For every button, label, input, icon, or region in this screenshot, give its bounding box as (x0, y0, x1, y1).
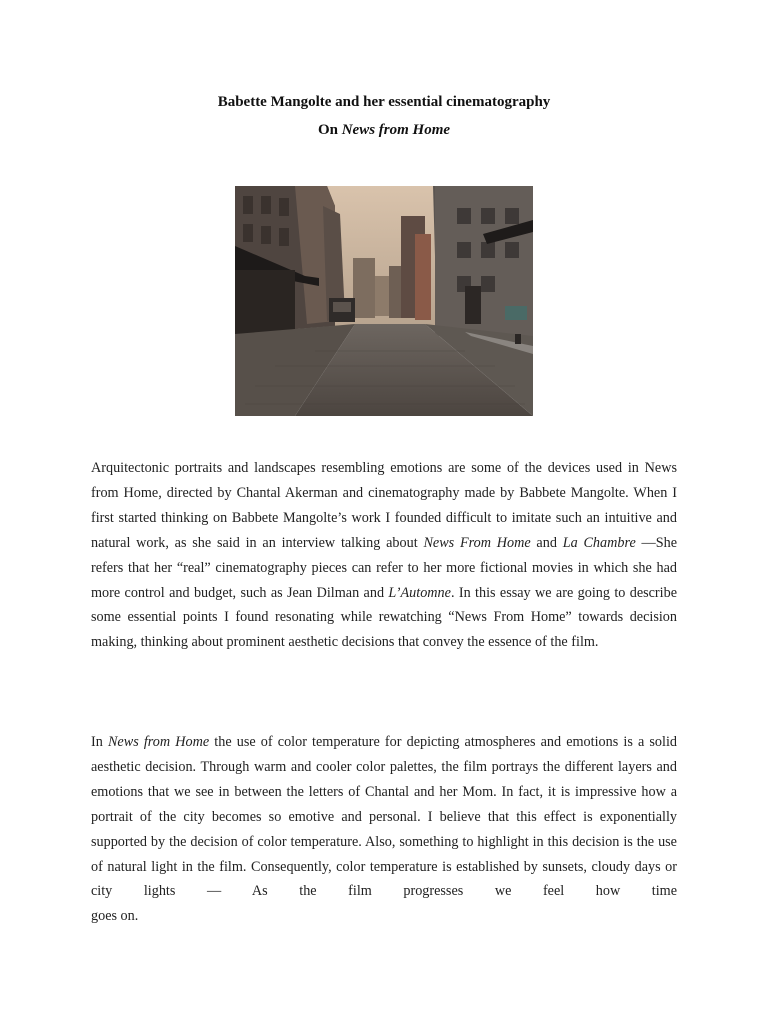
paragraph-2-text-1: In (91, 734, 108, 750)
paragraph-1-italic-2: La Chambre (562, 534, 636, 551)
paragraph-1-text-1: Arquitectonic portraits and landscapes resembling emotions are some of the devices used in News from Home, directed by Chantal Akerman and cinematography made by Babbete Mangolte. When I first started thinking on Babbete Mangolte’s work I founded difficult to imitate such an intuitive and natural work, as she said in an interview talking about (91, 460, 677, 551)
paragraph-2-body (91, 730, 677, 904)
paragraph-1-text-2: and (530, 534, 563, 551)
paragraph-1 (91, 456, 677, 655)
paragraph-1-text-3: —She refers that her “real” cinematography pieces can refer to her more fictional movies in which she had more control and budget, such as Jean Dilman and (91, 534, 678, 601)
subtitle-prefix: On (317, 122, 342, 138)
paragraph-2 (91, 730, 677, 929)
page-subtitle (0, 122, 768, 139)
paragraph-1-italic-3: L’Automne (388, 584, 451, 601)
subtitle-film-title: News from Home (341, 122, 451, 138)
paragraph-2-text-2: the use of color temperature for depicting atmospheres and emotions is a solid aesthetic decision. Through warm and cooler color palettes, the film portrays the different layers and emotions that we see in between the letters of Chantal and her Mom. In fact, it is impressive how a portrait of the city becomes so emotive and personal. I believe that this effect is exponentially supported by the decision of color temperature. Also, something to highlight in this decision is the use of natural light in the film. Consequently, color temperature is established by sunsets, cloudy days or city lights — As the film progresses we feel how time (91, 734, 678, 900)
page-title: Babette Mangolte and her essential cinematography (217, 94, 551, 110)
paragraph-1-text-4: . In this essay we are going to describe some essential points I found resonating while rewatching “News From Home” towards decision making, thinking about prominent aesthetic decisions that convey the essence of the film. (91, 584, 677, 651)
film-still-image (235, 186, 533, 416)
paragraph-2-last-line: goes on. (91, 908, 139, 925)
paragraph-1-italic-1: News From Home (423, 534, 531, 551)
paragraph-2-italic-1: News from Home (107, 734, 210, 750)
street-film-still-icon (235, 186, 533, 416)
